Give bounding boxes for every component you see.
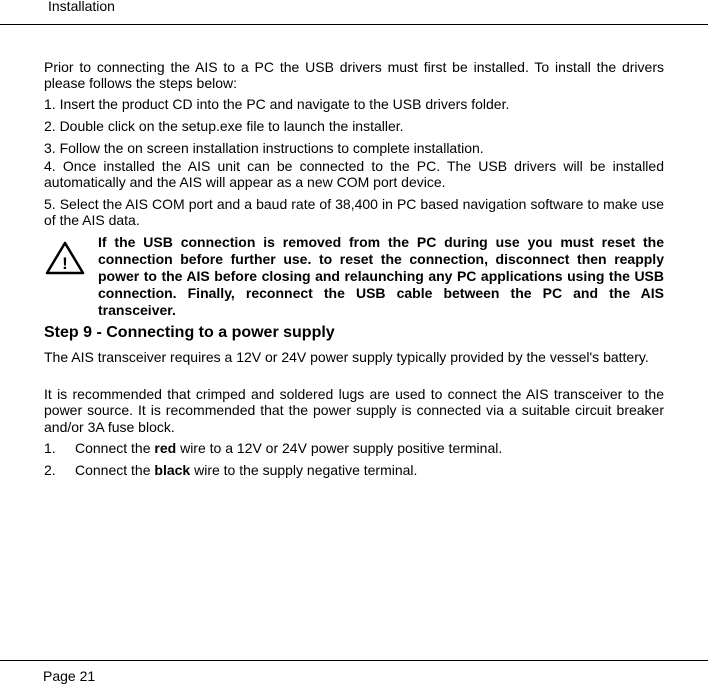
power-recommendation-paragraph: It is recommended that crimped and soldered lugs are used to connect the AIS transceiver to the power source. It is recommended that the power supply is connected via a suitable circuit breaker and/or 3A fuse block. bbox=[44, 386, 664, 435]
list-item-red-wire: 1. Connect the red wire to a 12V or 24V power supply positive terminal. bbox=[44, 440, 503, 456]
intro-paragraph: Prior to connecting the AIS to a PC the USB drivers must first be installed. To install the drivers please follows the steps below: bbox=[44, 59, 664, 92]
warning-exclamation: ! bbox=[62, 254, 68, 273]
running-header: Installation bbox=[48, 0, 115, 14]
black-wire-label: black bbox=[154, 462, 191, 478]
usb-warning-note: If the USB connection is removed from the PC during use you must reset the connection before further use. to reset the connection, disconnect then reapply power to the AIS before closing and relaunching any PC applications using the USB connection. Finally, reconnect the USB cable between the PC and the AIS transceiver. bbox=[98, 234, 664, 318]
step-4-text: 4. Once installed the AIS unit can be connected to the PC. The USB drivers will be installed automatically and the AIS will appear as a new COM port device. bbox=[44, 158, 664, 191]
red-wire-label: red bbox=[154, 440, 177, 456]
power-requirement-paragraph: The AIS transceiver requires a 12V or 24V power supply typically provided by the vessel's battery. bbox=[44, 349, 649, 365]
step-3-text: 3. Follow the on screen installation instructions to complete installation. bbox=[44, 140, 484, 156]
warning-icon bbox=[45, 241, 85, 275]
section-heading: Step 9 - Connecting to a power supply bbox=[44, 324, 335, 341]
list-item-black-wire: 2. Connect the black wire to the supply negative terminal. bbox=[44, 462, 418, 478]
footer-divider bbox=[0, 660, 708, 661]
step-1-text: 1. Insert the product CD into the PC and navigate to the USB drivers folder. bbox=[44, 96, 510, 112]
header-divider bbox=[0, 24, 708, 25]
step-2-text: 2. Double click on the setup.exe file to launch the installer. bbox=[44, 118, 404, 134]
step-5-text: 5. Select the AIS COM port and a baud rate of 38,400 in PC based navigation software to make use of the AIS data. bbox=[44, 196, 664, 229]
page-number: Page 21 bbox=[43, 668, 96, 684]
